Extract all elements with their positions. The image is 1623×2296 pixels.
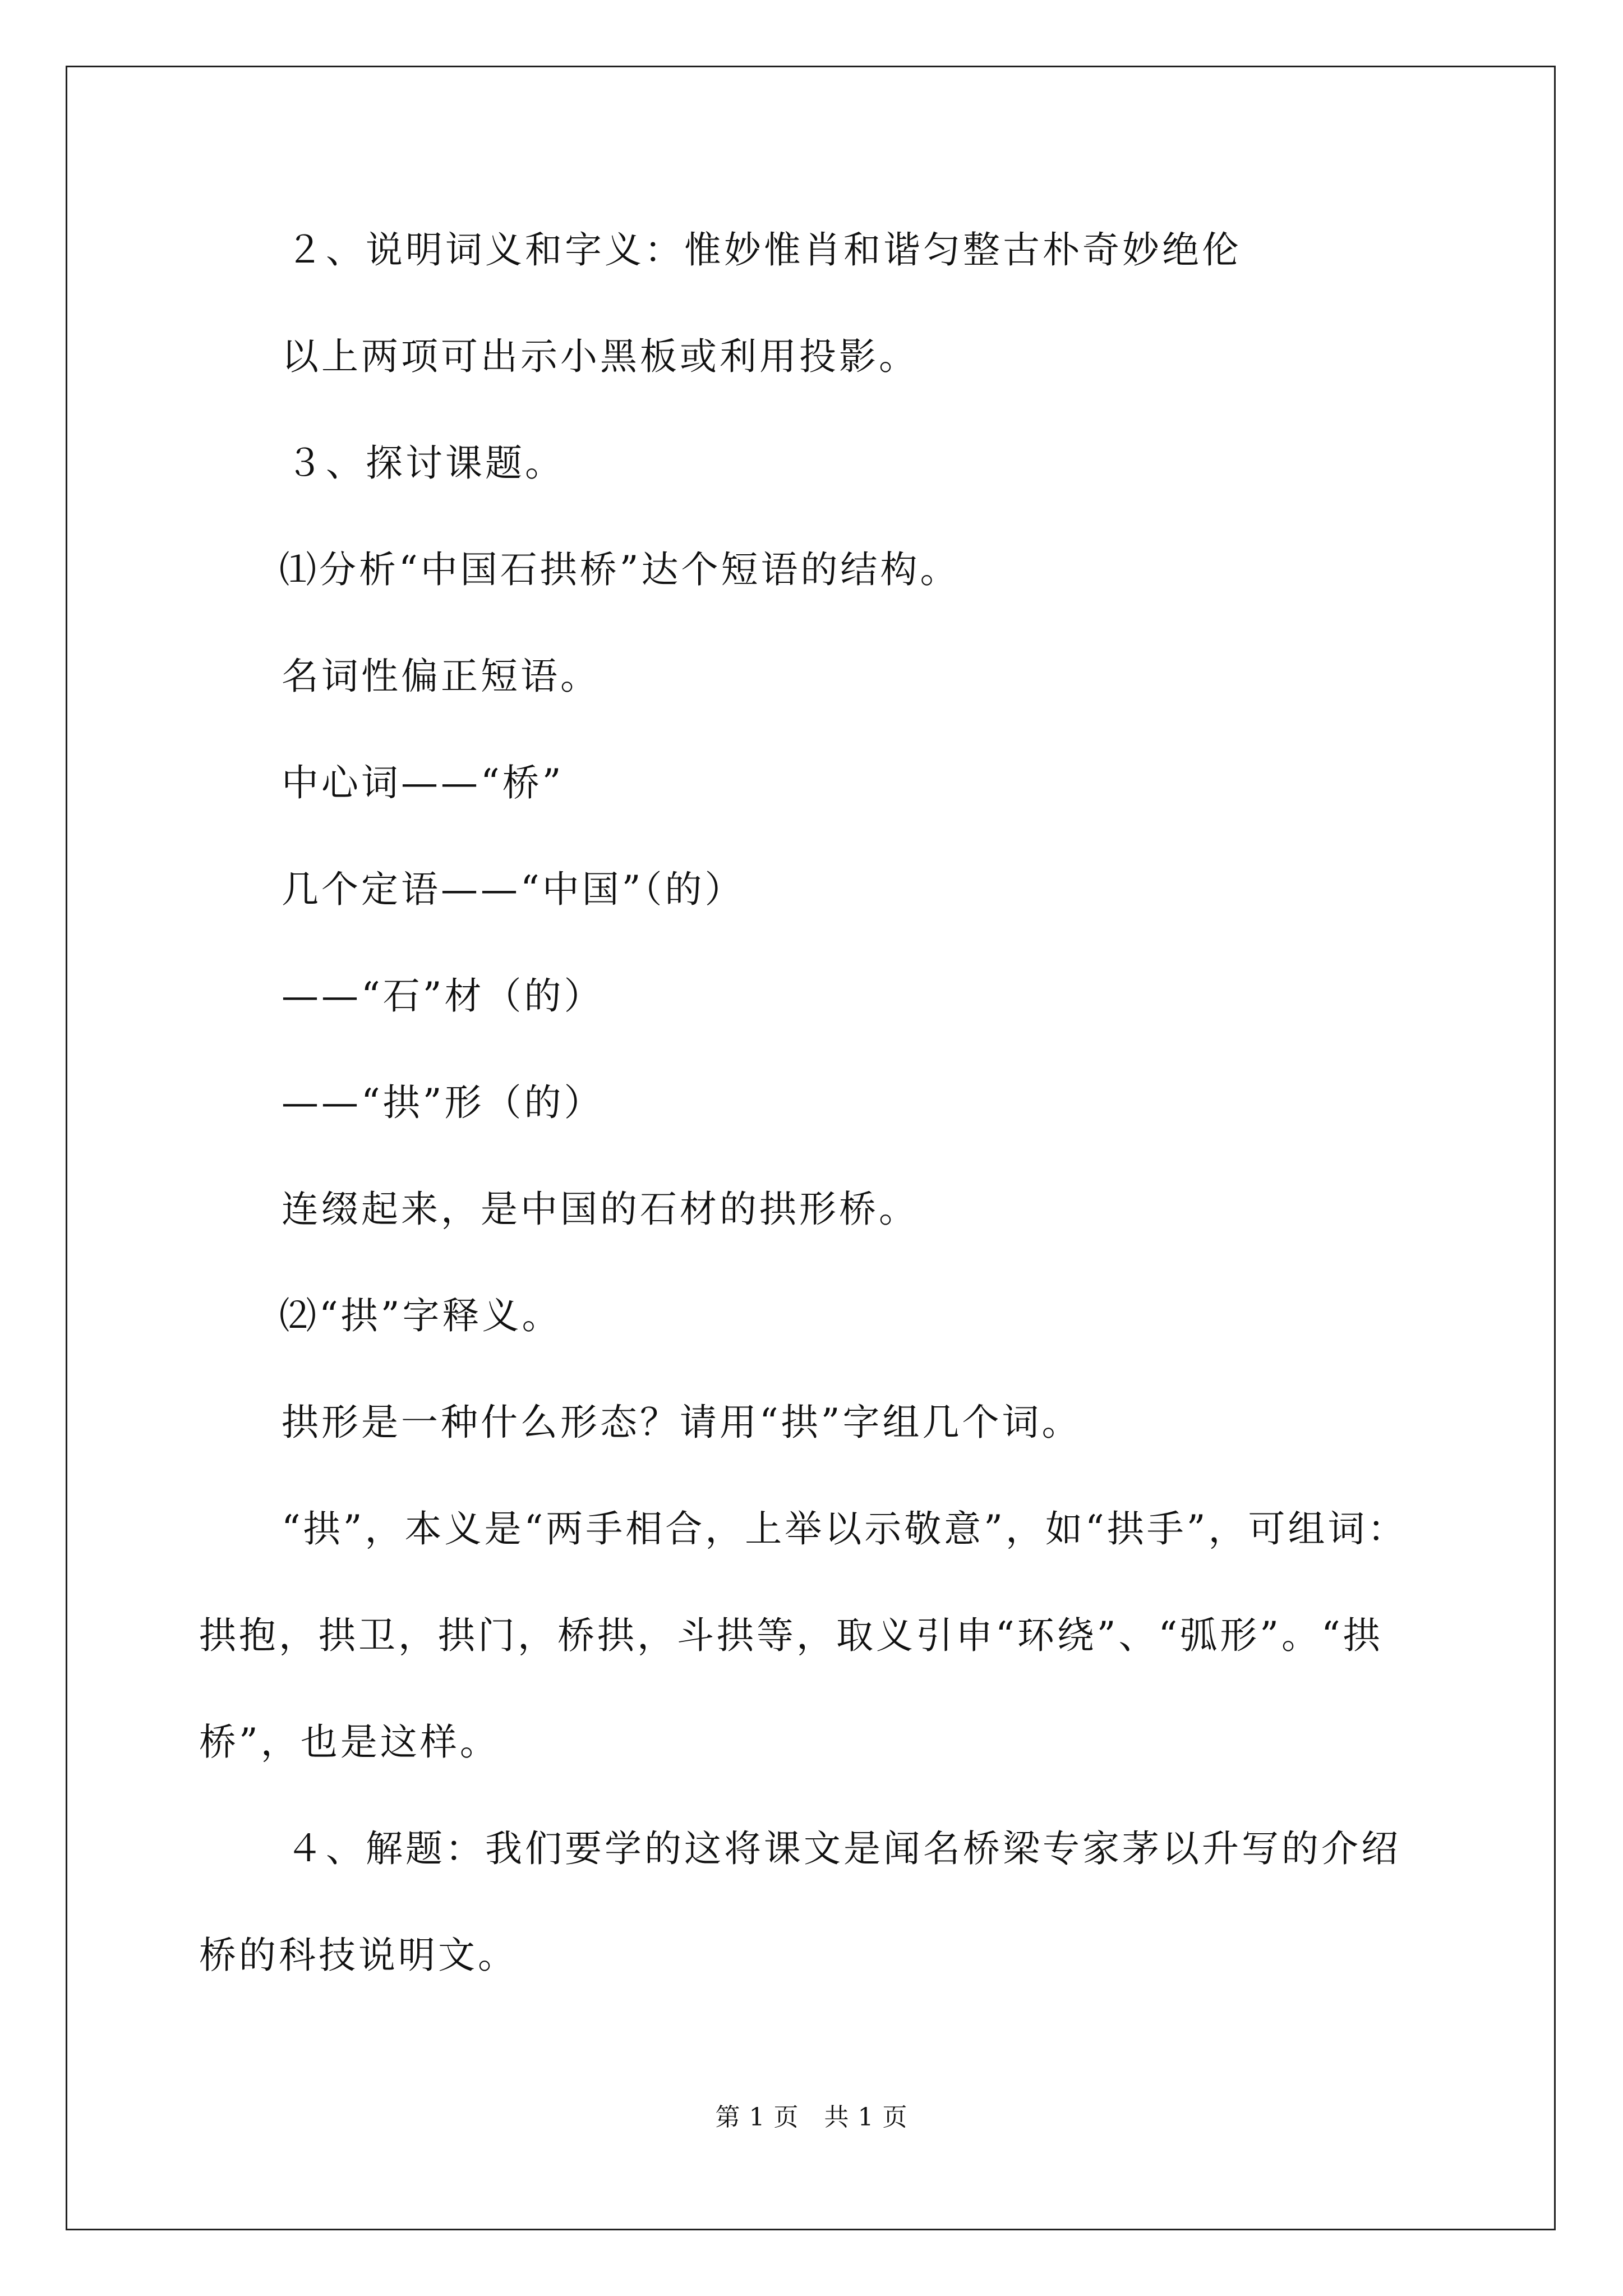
text-line-10: 连缀起来，是中国的石材的拱形桥。 — [282, 1188, 919, 1231]
text-line-11: ⑵“拱”字释义。 — [279, 1294, 562, 1337]
text-line-16: ４、解题：我们要学的这将课文是闻名桥梁专家茅以升写的介绍 — [286, 1827, 1401, 1870]
page-border — [66, 66, 1556, 2230]
text-line-7: 几个定语——“中国”（的） — [282, 868, 745, 911]
text-line-14: 拱抱，拱卫，拱门，桥拱，斗拱等，取义引申“环绕”、“弧形”。“拱 — [199, 1614, 1383, 1657]
text-line-5: 名词性偏正短语。 — [282, 655, 600, 698]
text-line-2: 以上两项可出示小黑板或利用投影。 — [282, 335, 919, 378]
text-line-15: 桥”，也是这样。 — [199, 1720, 500, 1764]
text-line-3: ３、探讨课题。 — [286, 441, 565, 485]
text-line-12: 拱形是一种什么形态？请用“拱”字组几个词。 — [282, 1401, 1082, 1444]
page-footer: 第 1 页 共 1 页 — [715, 2103, 908, 2132]
text-line-4: ⑴分析“中国石拱桥”达个短语的结构。 — [279, 548, 960, 591]
text-line-13: “拱”，本义是“两手相合，上举以示敬意”，如“拱手”，可组词： — [282, 1507, 1408, 1550]
text-line-1: ２、说明词义和字义：惟妙惟肖和谐匀整古朴奇妙绝伦 — [286, 228, 1242, 272]
text-line-17: 桥的科技说明文。 — [199, 1934, 518, 1977]
text-line-9: ——“拱”形（的） — [282, 1081, 604, 1124]
text-line-8: ——“石”材（的） — [282, 974, 604, 1018]
text-line-6: 中心词——“桥” — [282, 761, 564, 804]
